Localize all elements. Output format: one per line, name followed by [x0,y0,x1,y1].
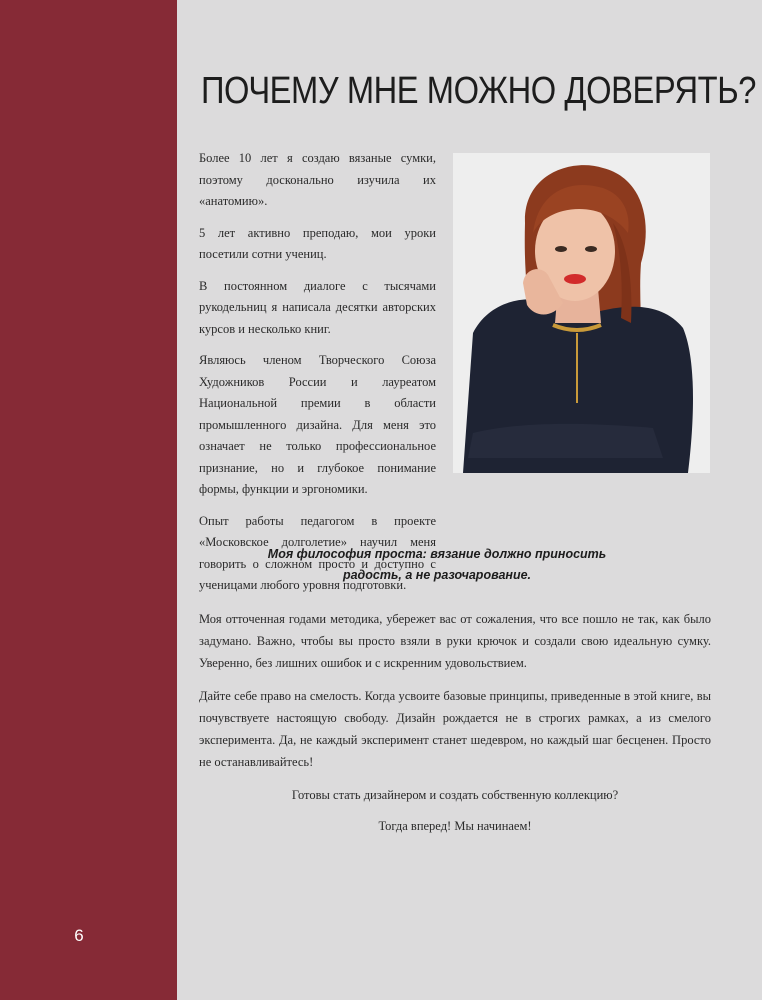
closing-line: Тогда вперед! Мы начинаем! [378,819,532,833]
page-number: 6 [74,926,84,945]
intro-paragraph: 5 лет активно преподаю, мои уроки посетили сотни учениц. [199,225,436,261]
closing-line: Готовы стать дизайнером и создать собственную коллекцию? [291,788,619,802]
sidebar-band [0,0,177,1000]
author-photo [453,153,710,473]
philosophy-line: Моя философия проста: вязание должно приносить [267,547,607,561]
body-paragraph: Дайте себе право на смелость. Когда усвоите базовые принципы, приведенные в этой книге, вы почувствуете настоящую свободу. Дизайн рождается не в строгих рамках, а из смелого эксперимента. Да, не каждый эксперимент станет шедевром, но каждый шаг бесценен. Просто не останавливайтесь! [199,689,711,769]
intro-text [199,148,436,607]
philosophy-line: радость, а не разочарование. [342,568,532,582]
intro-paragraph: В постоянном диалоге с тысячами рукодельниц я написала десятки авторских курсов и несколько книг. [199,278,436,336]
body-text [199,608,711,846]
philosophy-quote [237,544,637,586]
intro-paragraph: Являюсь членом Творческого Союза Художников России и лауреатом Национальной премии в области промышленного дизайна. Для меня это означает не только профессиональное признание, но и глубокое понимание формы, функции и эргономики. [199,353,436,496]
page-content [177,0,762,1000]
page-title: ПОЧЕМУ МНЕ МОЖНО ДОВЕРЯТЬ? [201,70,756,112]
intro-paragraph: Более 10 лет я создаю вязаные сумки, поэтому досконально изучила их «анатомию». [199,151,436,208]
intro-paragraph: Опыт работы педагогом в проекте «Московское долголетие» научил меня говорить о сложном просто и доступно с ученицами любого уровня подготовки. [199,513,436,592]
body-paragraph: Моя отточенная годами методика, убережет вас от сожаления, что все пошло не так, как было задумано. Важно, чтобы вы просто взяли в руки крючок и создали свою идеальную сумку. Уверенно, без лишних ошибок и с искренним удовольствием. [199,612,711,670]
